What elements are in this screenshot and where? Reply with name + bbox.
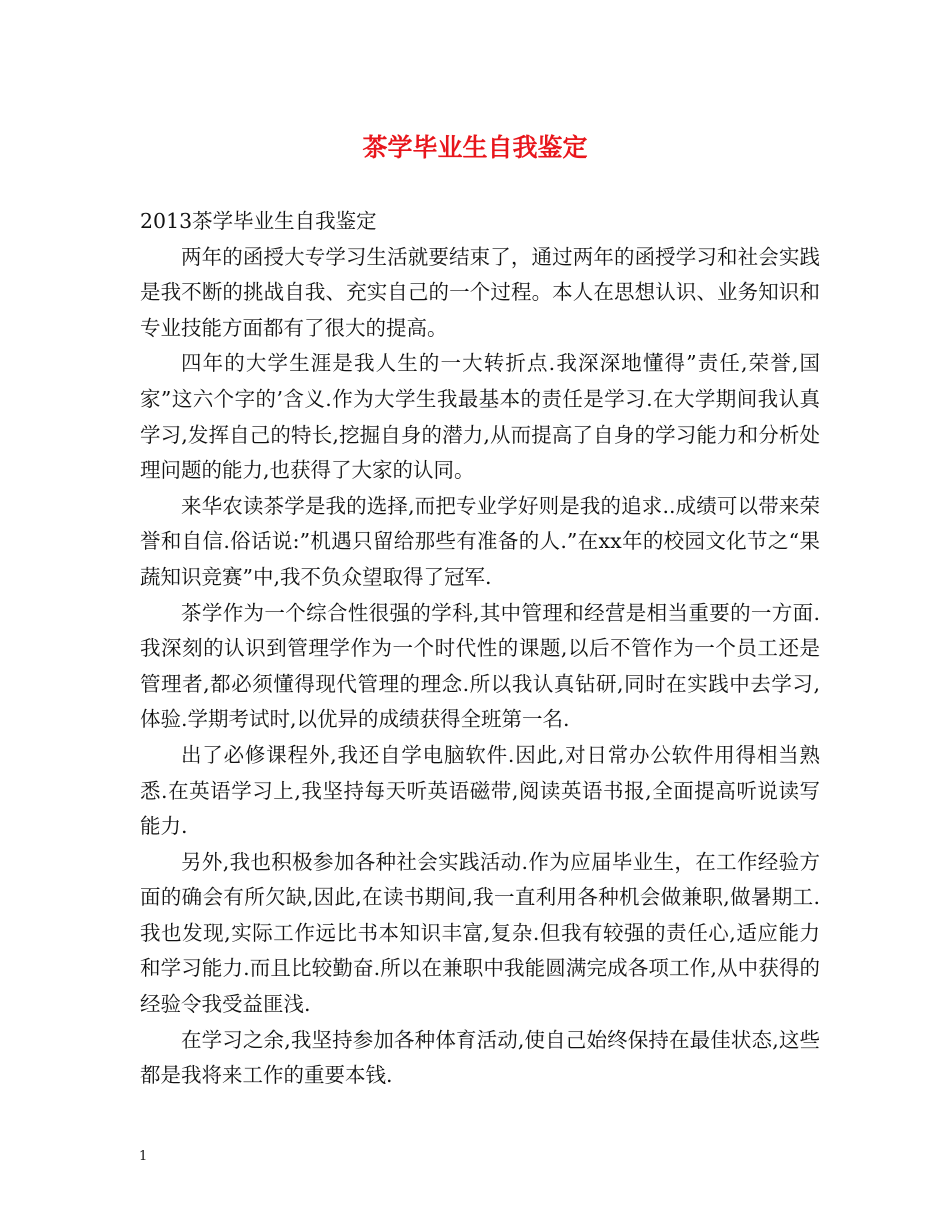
paragraph-6: 另外,我也积极参加各种社会实践活动.作为应届毕业生，在工作经验方面的确会有所欠缺,因此,在读书期间,我一直利用各种机会做兼职,做暑期工.我也发现,实际工作远比书本知识丰富,复杂.但我有较强的责任心,适应能力和学习能力.而且比较勤奋.所以在兼职中我能圆满完成各项工作,从中获得的经验令我受益匪浅. — [140, 849, 820, 1017]
paragraph-7: 在学习之余,我坚持参加各种体育活动,使自己始终保持在最佳状态,这些都是我将来工作的重要本钱. — [140, 1027, 820, 1088]
page-number: 1 — [139, 1149, 148, 1164]
paragraph-3: 来华农读茶学是我的选择,而把专业学好则是我的追求..成绩可以带来荣誉和自信.俗话说:”机遇只留给那些有准备的人.”在xx年的校园文化节之“果蔬知识竞赛”中,我不负众望取得了冠军. — [140, 493, 820, 589]
paragraph-4: 茶学作为一个综合性很强的学科,其中管理和经营是相当重要的一方面.我深刻的认识到管理学作为一个时代性的课题,以后不管作为一个员工还是管理者,都必须懂得现代管理的理念.所以我认真钻研,同时在实践中去学习,体验.学期考试时,以优异的成绩获得全班第一名. — [140, 600, 820, 732]
paragraph-1: 两年的函授大专学习生活就要结束了，通过两年的函授学习和社会实践是我不断的挑战自我、充实自己的一个过程。本人在思想认识、业务知识和专业技能方面都有了很大的提高。 — [140, 244, 820, 340]
document-body — [140, 204, 820, 1094]
document-title: 茶学毕业生自我鉴定 — [362, 133, 588, 162]
paragraph-5: 出了必修课程外,我还自学电脑软件.因此,对日常办公软件用得相当熟悉.在英语学习上,我坚持每天听英语磁带,阅读英语书报,全面提高听说读写能力. — [140, 742, 820, 839]
paragraph-2: 四年的大学生涯是我人生的一大转折点.我深深地懂得”责任,荣誉,国家”这六个字的’含义.作为大学生我最基本的责任是学习.在大学期间我认真学习,发挥自己的特长,挖掘自身的潜力,从而提高了自身的学习能力和分析处理问题的能力,也获得了大家的认同。 — [140, 351, 820, 483]
document-subtitle: 2013茶学毕业生自我鉴定 — [140, 209, 377, 233]
